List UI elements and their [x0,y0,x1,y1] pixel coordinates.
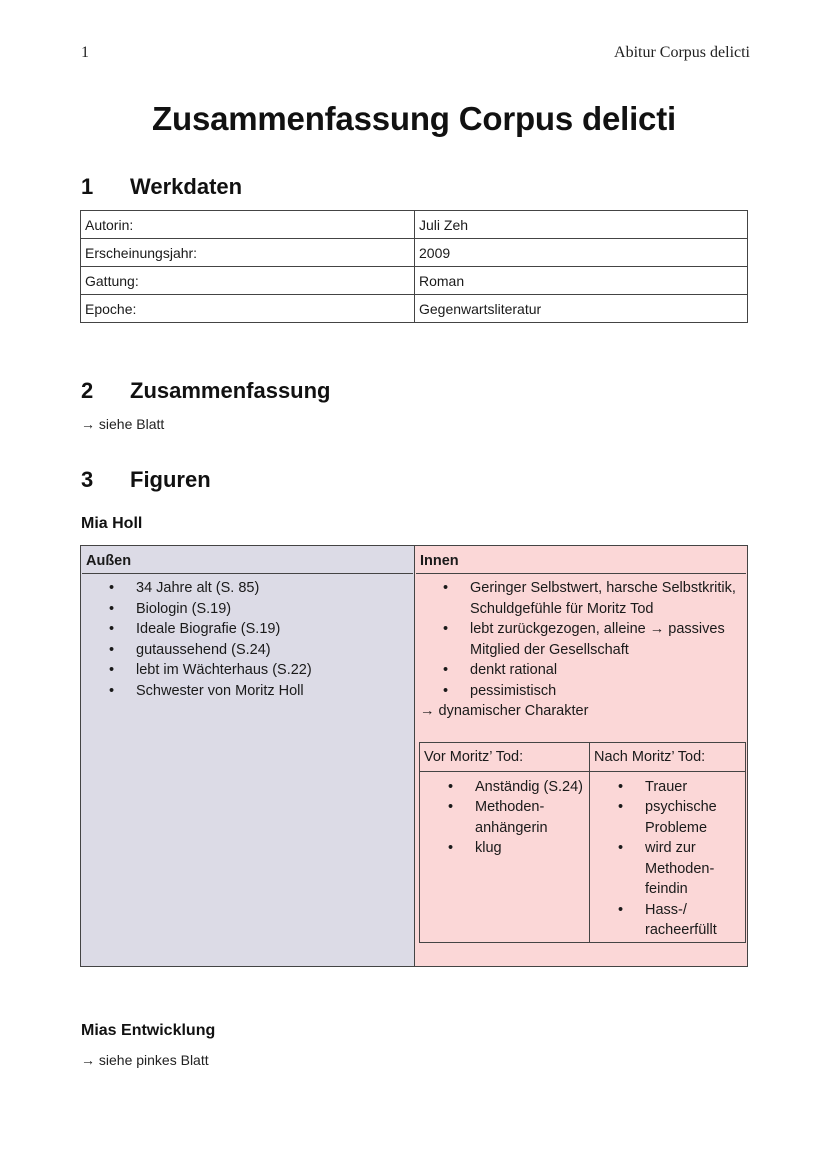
table-key: Gattung: [81,267,415,295]
nach-list [591,773,744,941]
list-item: • pessimistisch [470,681,738,702]
list-item: • Hass-/ racheerfüllt [645,900,740,941]
section-title: Figuren [130,467,211,492]
section-number: 1 [81,174,94,199]
innen-column [415,546,748,967]
table-key: Autorin: [81,211,415,239]
list-item: • Ideale Biografie (S.19) [136,619,405,640]
list-item: • wird zur Methoden-feindin [645,838,740,900]
list-item: • Anständig (S.24) [475,777,584,798]
list-item: • 34 Jahre alt (S. 85) [136,578,405,599]
list-item: • klug [475,838,584,859]
section-heading-figuren [81,467,211,493]
list-item: • Schwester von Moritz Holl [136,681,405,702]
table-value: Gegenwartsliteratur [415,295,748,323]
character-heading: Mia Holl [81,515,143,532]
nach-column [590,771,746,942]
section-number: 2 [81,378,94,403]
innen-header: Innen [416,547,746,574]
innen-list [416,574,746,701]
table-value: 2009 [415,239,748,267]
list-item: • Geringer Selbstwert, harsche Selbstkritik, Schuldgefühle für Moritz Tod [470,578,738,619]
page-number: 1 [81,44,89,61]
list-item: • gutaussehend (S.24) [136,640,405,661]
section-title: Zusammenfassung [130,378,331,403]
section-title: Werkdaten [130,174,243,199]
list-item: • lebt zurückgezogen, alleine → passives Mitglied der Gesellschaft [470,619,738,660]
zusammenfassung-text: → siehe Blatt [81,416,165,432]
running-title: Abitur Corpus delicti [614,44,750,61]
list-item: • Methoden-anhängerin [475,797,584,838]
list-item: • Biologin (S.19) [136,599,405,620]
section-number: 3 [81,467,94,492]
table-row [81,267,748,295]
aussen-column [81,546,415,967]
vor-list [421,773,588,859]
list-item: • Trauer [645,777,740,798]
vor-header: Vor Moritz’ Tod: [420,742,590,771]
table-key: Erscheinungsjahr: [81,239,415,267]
werkdaten-table [80,210,748,323]
entwicklung-heading: Mias Entwicklung [81,1022,216,1039]
list-item: • lebt im Wächterhaus (S.22) [136,660,405,681]
character-table [80,545,748,967]
table-value: Juli Zeh [415,211,748,239]
nach-header: Nach Moritz’ Tod: [590,742,746,771]
list-item: • psychische Probleme [645,797,740,838]
document-title: Zusammenfassung Corpus delicti [152,100,676,137]
section-heading-werkdaten [81,174,242,200]
aussen-list [82,574,413,709]
table-row [81,295,748,323]
entwicklung-text: → siehe pinkes Blatt [81,1052,209,1068]
innen-summary: → dynamischer Charakter [420,703,589,719]
list-item: • denkt rational [470,660,738,681]
table-value: Roman [415,267,748,295]
table-row [81,239,748,267]
vor-column [420,771,590,942]
development-table [419,742,746,943]
table-key: Epoche: [81,295,415,323]
section-heading-zusammenfassung [81,378,331,404]
table-row [81,211,748,239]
aussen-header: Außen [82,547,413,574]
